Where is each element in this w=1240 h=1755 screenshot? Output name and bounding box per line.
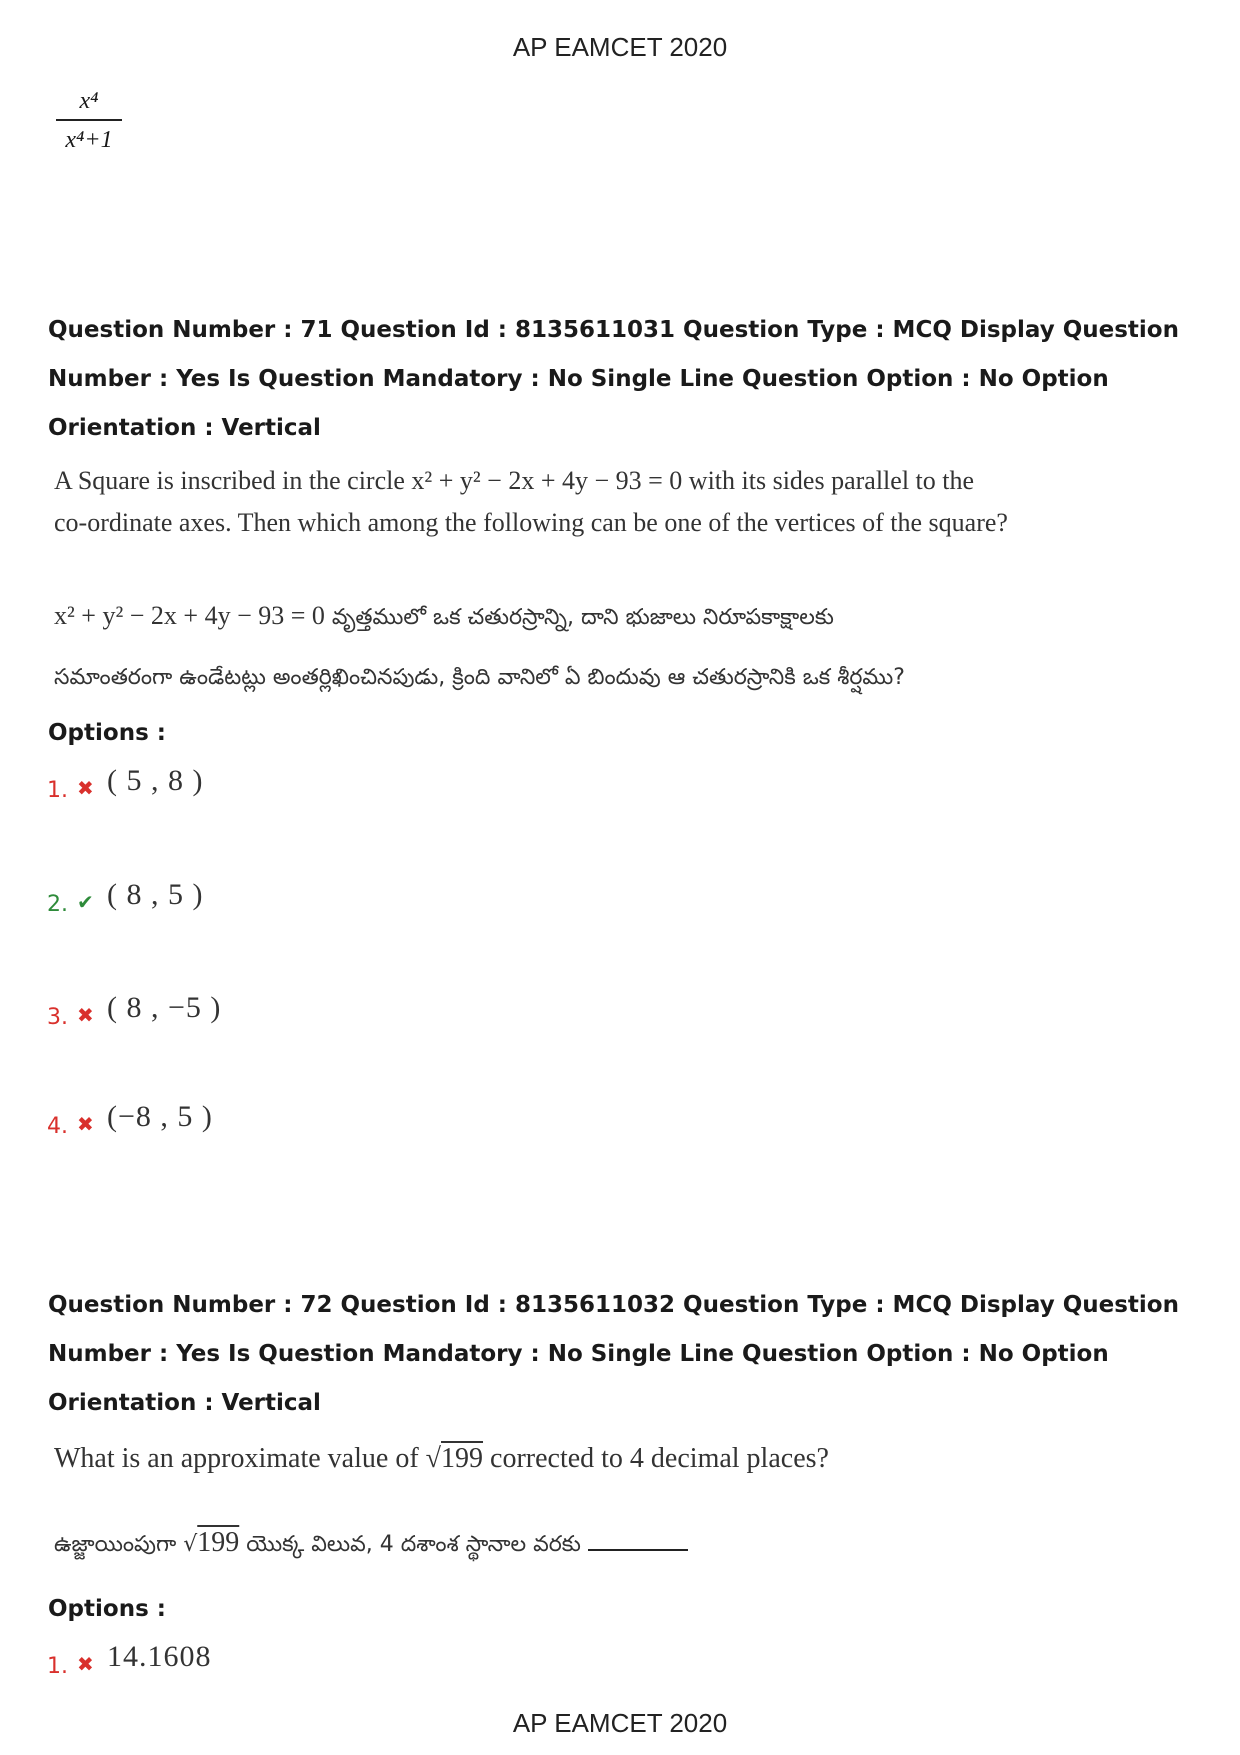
telugu-text: వృత్తములో ఒక చతురస్రాన్ని, దాని భుజాలు నిరూపకాక్షాలకు <box>324 605 834 630</box>
telugu-text: యొక్క విలువ, 4 దశాంశ స్థానాల వరకు <box>239 1532 588 1557</box>
fraction-bar <box>56 119 122 121</box>
question-text-line: co-ordinate axes. Then which among the following can be one of the vertices of the square? <box>54 508 1008 537</box>
question-text-line: సమాంతరంగా ఉండేటట్లు అంతర్లిఖించినపుడు, క్రింది వానిలో ఏ బిందువు ఆ చతురస్రానికి ఒక శీర్షము? <box>54 665 905 690</box>
checkmark-icon: ✔ <box>77 890 94 914</box>
cross-icon: ✖ <box>77 1112 94 1136</box>
option-number: 4. <box>47 1114 68 1139</box>
answer-blank <box>588 1549 688 1551</box>
question-72-meta <box>48 1281 1198 1428</box>
question-meta-line: Question Number : 72 Question Id : 8135611032 Question Type : MCQ Display Question <box>48 1292 1179 1318</box>
question-71-telugu <box>54 586 1154 708</box>
option-number: 1. <box>47 778 68 803</box>
cross-icon: ✖ <box>77 1003 94 1027</box>
question-72-english <box>54 1438 1154 1480</box>
cross-icon: ✖ <box>77 1652 94 1676</box>
question-meta-line: Question Number : 71 Question Id : 8135611031 Question Type : MCQ Display Question <box>48 317 1179 343</box>
option-number: 2. <box>47 892 68 917</box>
equation: x² + y² − 2x + 4y − 93 = 0 <box>54 601 325 630</box>
options-label: Options : <box>48 720 166 746</box>
previous-option-fraction <box>56 88 122 154</box>
radicand: 199 <box>197 1527 240 1558</box>
question-71-meta <box>48 306 1198 453</box>
question-text-line <box>54 586 1154 648</box>
option-value: ( 8 , −5 ) <box>107 991 222 1024</box>
question-meta-line: Orientation : Vertical <box>48 415 321 441</box>
question-meta-line: Number : Yes Is Question Mandatory : No Single Line Question Option : No Option <box>48 366 1109 392</box>
fraction-denominator: x⁴+1 <box>65 127 113 153</box>
question-meta-line: Number : Yes Is Question Mandatory : No Single Line Question Option : No Option <box>48 1341 1109 1367</box>
options-label: Options : <box>48 1596 166 1622</box>
question-72-telugu <box>54 1522 1154 1566</box>
fraction-numerator: x⁴ <box>79 88 99 114</box>
option-number: 3. <box>47 1005 68 1030</box>
question-text-line: A Square is inscribed in the circle x² + y² − 2x + 4y − 93 = 0 with its sides parallel to the <box>54 466 975 495</box>
page-footer: AP EAMCET 2020 <box>512 1708 728 1738</box>
question-text: corrected to 4 decimal places? <box>483 1443 829 1474</box>
cross-icon: ✖ <box>77 776 94 800</box>
radicand: 199 <box>441 1443 484 1474</box>
telugu-text: ఉజ్జాయింపుగా √ <box>54 1532 198 1557</box>
option-value: 14.1608 <box>107 1640 212 1673</box>
option-number: 1. <box>47 1654 68 1679</box>
option-value: ( 5 , 8 ) <box>107 764 204 797</box>
question-meta-line: Orientation : Vertical <box>48 1390 321 1416</box>
page-header: AP EAMCET 2020 <box>512 32 728 62</box>
option-value: (−8 , 5 ) <box>107 1100 213 1133</box>
question-71-english <box>54 460 1154 544</box>
option-value: ( 8 , 5 ) <box>107 878 204 911</box>
question-text: What is an approximate value of √ <box>54 1443 442 1474</box>
